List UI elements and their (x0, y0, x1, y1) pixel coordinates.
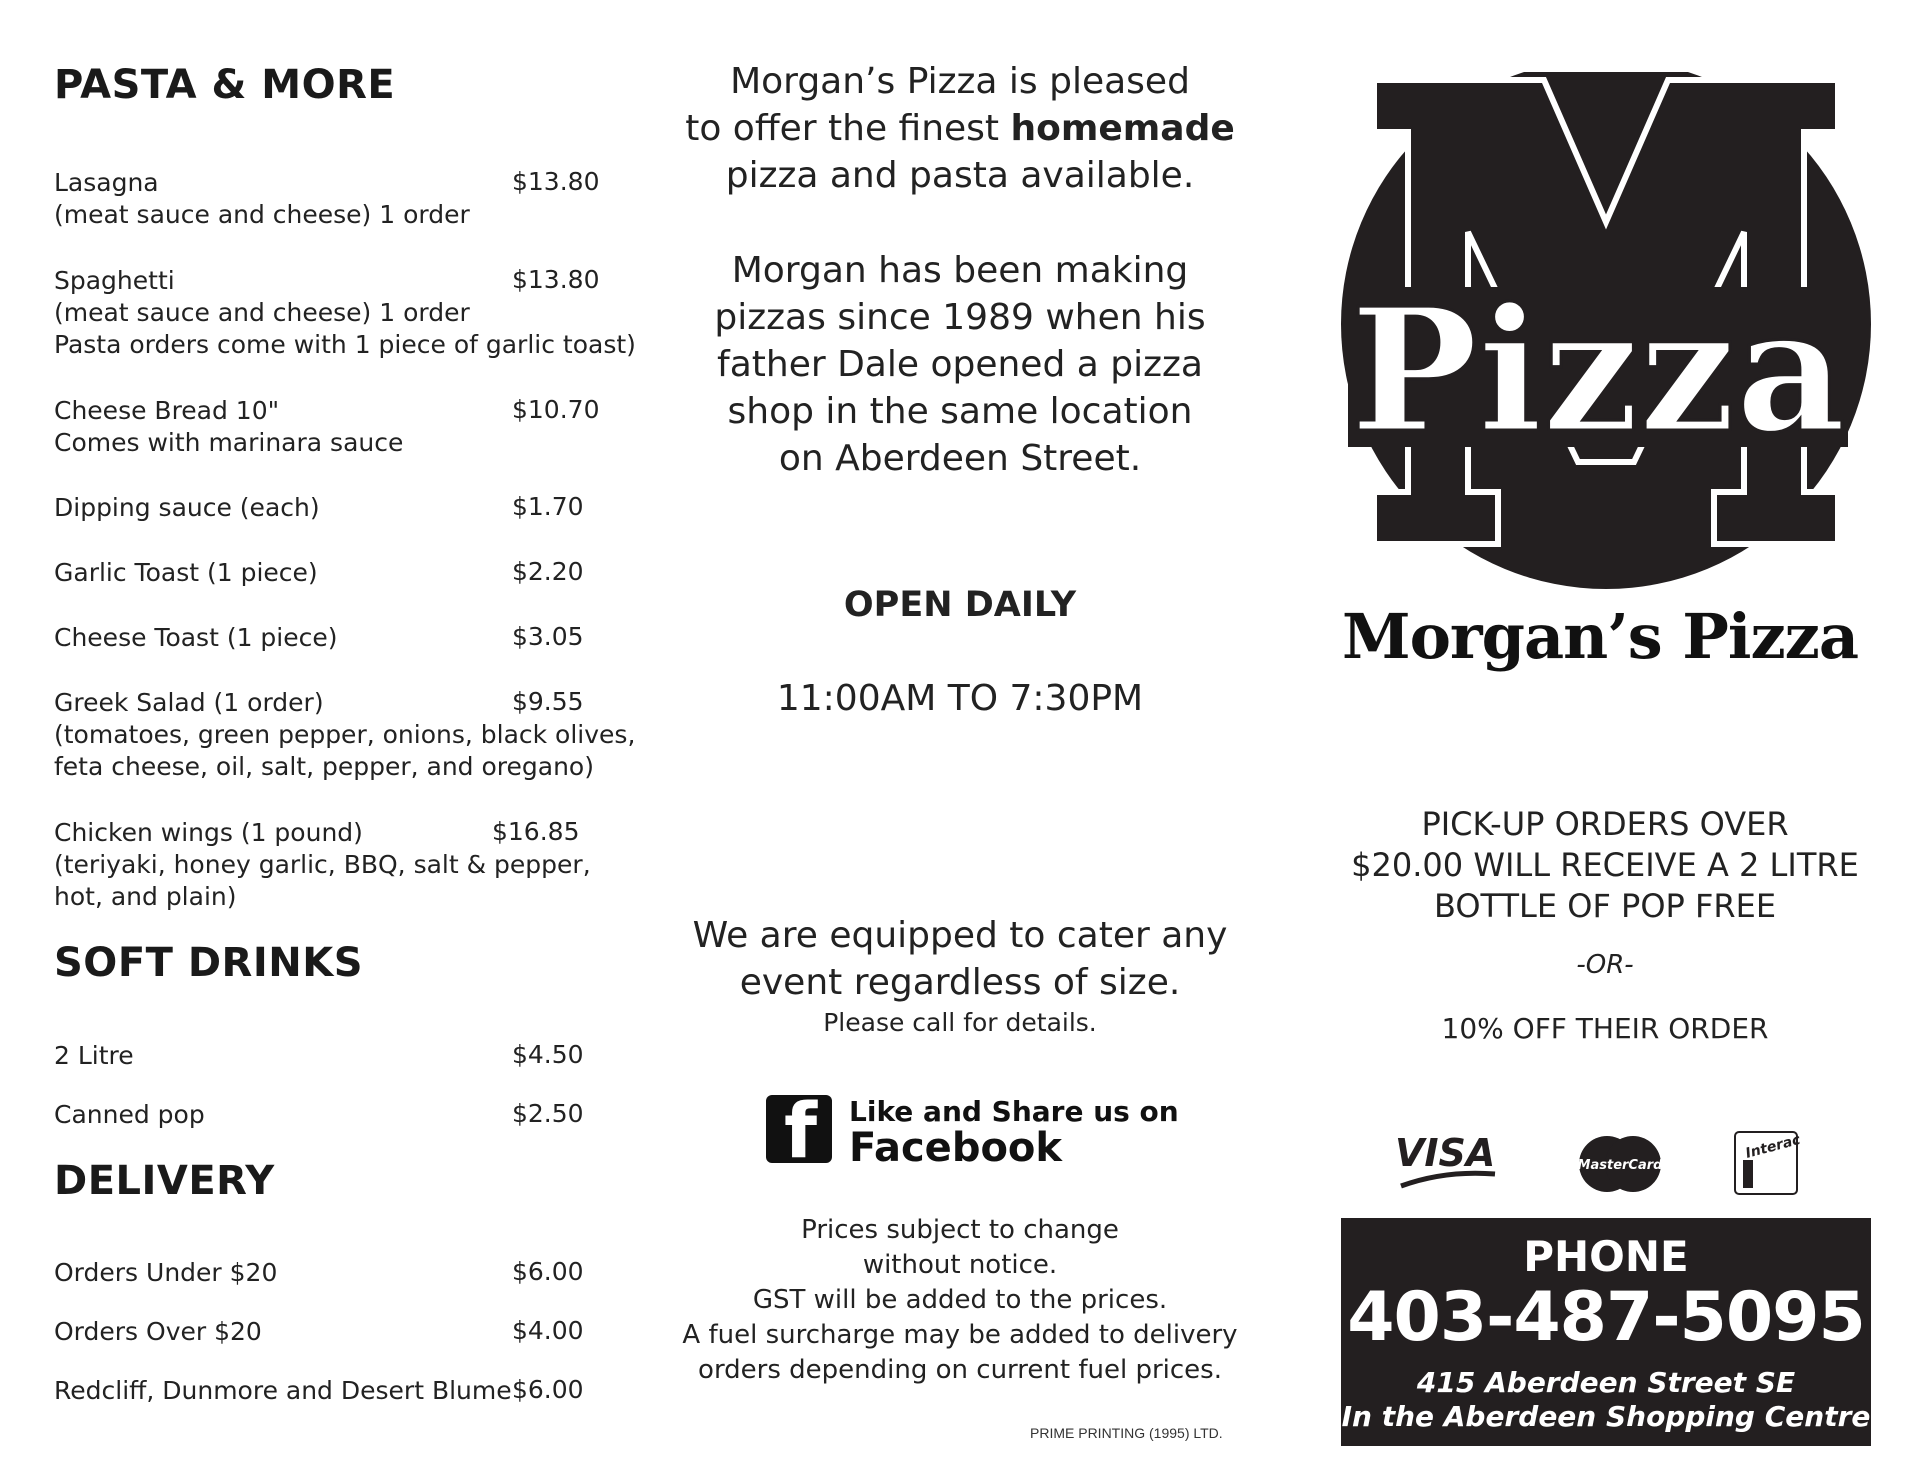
item-name: Cheese Toast (1 piece) (54, 623, 338, 652)
menu-item (54, 1375, 512, 1407)
menu-item (54, 492, 320, 524)
item-price: $9.55 (512, 687, 584, 716)
menu-item (54, 1099, 205, 1131)
soft-drinks-heading: SOFT DRINKS (54, 940, 364, 986)
item-price: $6.00 (512, 1257, 584, 1286)
item-name: Redcliff, Dunmore and Desert Blume (54, 1376, 512, 1405)
interac-icon (1735, 1132, 1803, 1194)
opening-hours: 11:00AM TO 7:30PM (776, 678, 1144, 719)
catering-note: Please call for details. (823, 1008, 1097, 1037)
catering-text (660, 912, 1260, 1006)
item-price: $16.85 (492, 817, 580, 846)
catering-line: We are equipped to cater any (692, 915, 1228, 956)
item-price: $4.50 (512, 1040, 584, 1069)
facebook-icon (766, 1086, 832, 1175)
item-name: 2 Litre (54, 1041, 134, 1070)
printer-credit: PRIME PRINTING (1995) LTD. (1030, 1425, 1223, 1441)
morgans-pizza-logo (1334, 72, 1874, 592)
phone-label: PHONE (1523, 1232, 1689, 1281)
mastercard-icon (1578, 1136, 1664, 1192)
item-price: $13.80 (512, 265, 600, 294)
promo-line: PICK-UP ORDERS OVER (1421, 805, 1789, 843)
menu-item (54, 1316, 262, 1348)
address-centre: In the Aberdeen Shopping Centre (1341, 1400, 1871, 1433)
item-detail: Comes with marinara sauce (54, 428, 404, 457)
item-detail: hot, and plain) (54, 882, 237, 911)
menu-item (54, 1257, 277, 1289)
item-price: $2.20 (512, 557, 584, 586)
open-daily-title: OPEN DAILY (843, 585, 1077, 625)
promo-discount: 10% OFF THEIR ORDER (1441, 1012, 1769, 1045)
menu-item (54, 622, 338, 654)
intro-line: pizza and pasta available. (725, 155, 1195, 196)
history-line: pizzas since 1989 when his (714, 297, 1206, 338)
item-price: $2.50 (512, 1099, 584, 1128)
catering-line: event regardless of size. (739, 962, 1181, 1003)
intro-line-start: to offer the finest (685, 108, 1011, 149)
notice-line: A fuel surcharge may be added to delivery (682, 1320, 1238, 1350)
promo-line: BOTTLE OF POP FREE (1433, 887, 1777, 925)
item-name: Chicken wings (1 pound) (54, 818, 363, 847)
facebook-cta: Like and Share us on (849, 1095, 1179, 1128)
notice-line: orders depending on current fuel prices. (698, 1355, 1222, 1385)
menu-item (54, 1040, 134, 1072)
item-name: Dipping sauce (each) (54, 493, 320, 522)
menu-item (54, 395, 403, 459)
item-name: Spaghetti (54, 266, 175, 295)
visa-icon (1395, 1131, 1495, 1186)
item-detail: (meat sauce and cheese) 1 order (54, 298, 470, 327)
brand-name: Morgan’s Pizza (1341, 600, 1859, 673)
phone-number[interactable]: 403-487-5095 (1347, 1278, 1865, 1357)
intro-line: Morgan’s Pizza is pleased (730, 61, 1190, 102)
promo-offer (1330, 804, 1880, 927)
item-price: $1.70 (512, 492, 584, 521)
item-name: Canned pop (54, 1100, 205, 1129)
menu-item (54, 557, 318, 589)
history-line: father Dale opened a pizza (717, 344, 1203, 385)
item-name: Lasagna (54, 168, 159, 197)
payment-cards (1395, 1130, 1815, 1200)
svg-text:MasterCard: MasterCard (1577, 1158, 1663, 1173)
phone-panel (1341, 1218, 1871, 1446)
item-price: $10.70 (512, 395, 600, 424)
notice-line: without notice. (862, 1250, 1058, 1280)
svg-text:Interac: Interac (1743, 1131, 1803, 1162)
history-line: shop in the same location (727, 391, 1193, 432)
notice-line: GST will be added to the prices. (752, 1285, 1168, 1315)
facebook-glyph: f (784, 1086, 818, 1175)
svg-text:VISA: VISA (1395, 1131, 1496, 1175)
history-line: on Aberdeen Street. (778, 438, 1142, 479)
delivery-heading: DELIVERY (54, 1158, 275, 1204)
item-detail: feta cheese, oil, salt, pepper, and oregano) (54, 752, 594, 781)
facebook-label: Facebook (849, 1125, 1063, 1171)
item-price: $6.00 (512, 1375, 584, 1404)
item-price: $4.00 (512, 1316, 584, 1345)
history-line: Morgan has been making (731, 250, 1189, 291)
history-text (660, 247, 1260, 482)
facebook-badge[interactable] (766, 1086, 1179, 1175)
item-price: $13.80 (512, 167, 600, 196)
pasta-heading: PASTA & MORE (54, 62, 396, 108)
notice-line: Prices subject to change (801, 1215, 1119, 1245)
promo-or: -OR- (1576, 950, 1634, 980)
item-detail: (meat sauce and cheese) 1 order (54, 200, 470, 229)
item-detail: (teriyaki, honey garlic, BBQ, salt & pepper, (54, 850, 591, 879)
logo-pizza-word: Pizza (1350, 271, 1846, 471)
item-name: Garlic Toast (1 piece) (54, 558, 318, 587)
menu-item (54, 167, 470, 231)
intro-text (660, 58, 1260, 199)
address-street: 415 Aberdeen Street SE (1416, 1366, 1796, 1399)
price-notice (660, 1213, 1260, 1388)
item-name: Cheese Bread 10" (54, 396, 280, 425)
item-name: Greek Salad (1 order) (54, 688, 324, 717)
item-detail: (tomatoes, green pepper, onions, black olives, (54, 720, 636, 749)
intro-line (660, 105, 1260, 152)
item-name: Orders Over $20 (54, 1317, 262, 1346)
item-name: Orders Under $20 (54, 1258, 278, 1287)
item-detail: Pasta orders come with 1 piece of garlic toast) (54, 330, 636, 359)
promo-line: $20.00 WILL RECEIVE A 2 LITRE (1351, 846, 1859, 884)
item-price: $3.05 (512, 622, 584, 651)
intro-bold-word: homemade (1010, 108, 1235, 149)
